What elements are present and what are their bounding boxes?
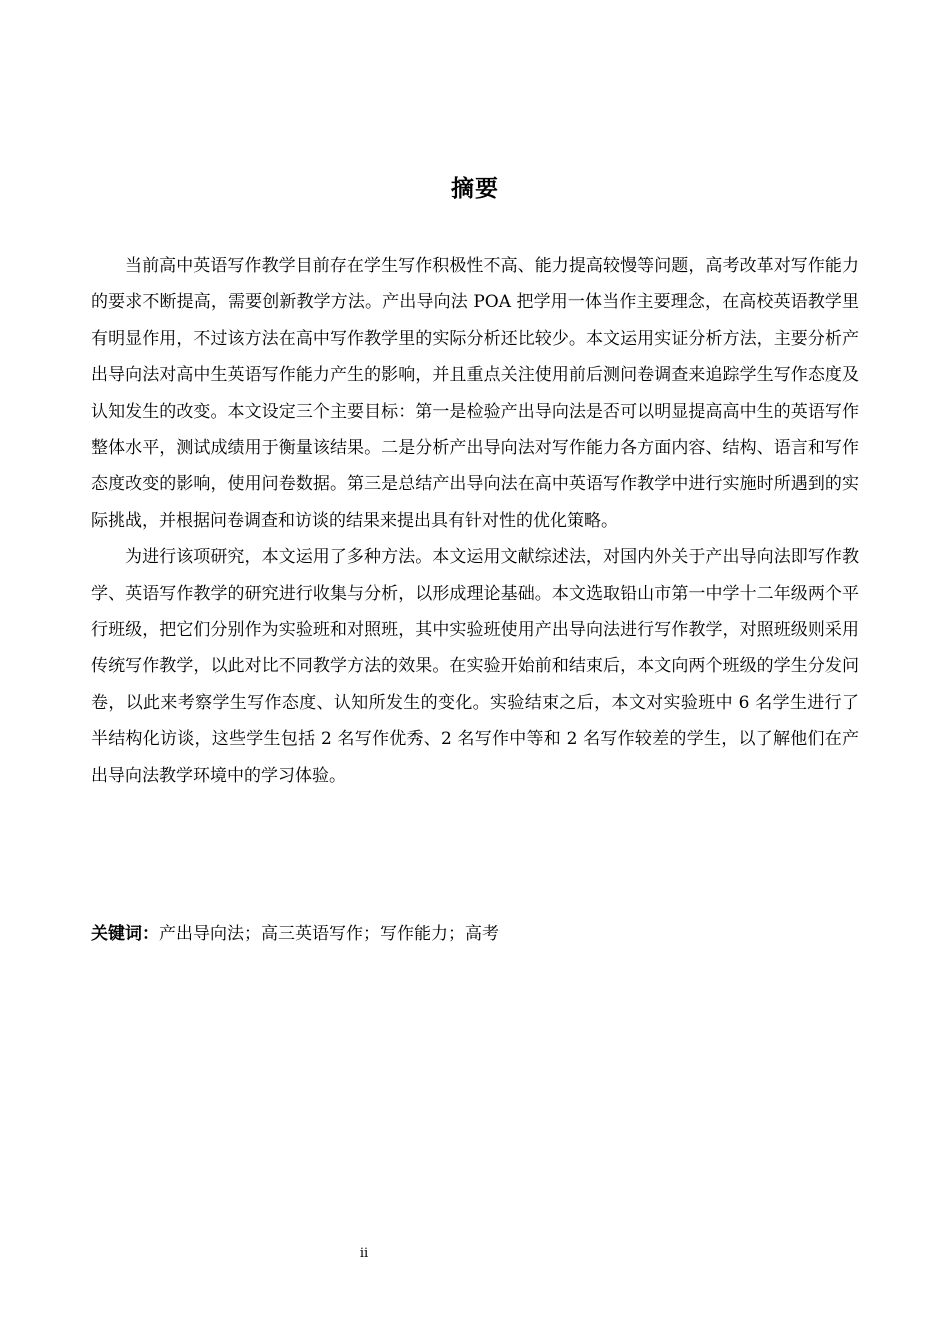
abstract-paragraph-2: 为进行该项研究，本文运用了多种方法。本文运用文献综述法，对国内外关于产出导向法即写作教学、英语写作教学的研究进行收集与分析，以形成理论基础。本文选取铅山市第一中学十二年级两个平行班级，把它们分别作为实验班和对照班，其中实验班使用产出导向法进行写作教学，对照班级则采用传统写作教学，以此对比不同教学方法的效果。在实验开始前和结束后，本文向两个班级的学生分发问卷，以此来考察学生写作态度、认知所发生的变化。实验结束之后，本文对实验班中 6 名学生进行了半结构化访谈，这些学生包括 2 名写作优秀、2 名写作中等和 2 名写作较差的学生，以了解他们在产出导向法教学环境中的学习体验。 <box>91 547 859 786</box>
abstract-title: 摘要 <box>451 176 499 202</box>
page-number: ii <box>359 1246 369 1261</box>
keywords-line <box>91 916 859 952</box>
keywords-label: 关键词： <box>91 924 159 944</box>
keywords-text: 产出导向法；高三英语写作；写作能力；高考 <box>159 924 499 944</box>
abstract-body <box>91 248 859 794</box>
abstract-paragraph-1: 当前高中英语写作教学目前存在学生写作积极性不高、能力提高较慢等问题，高考改革对写作能力的要求不断提高，需要创新教学方法。产出导向法 POA 把学用一体当作主要理念，在高校英语教学里有明显作用，不过该方法在高中写作教学里的实际分析还比较少。本文运用实证分析方法，主要分析产出导向法对高中生英语写作能力产生的影响，并且重点关注使用前后测问卷调查来追踪学生写作态度及认知发生的改变。本文设定三个主要目标：第一是检验产出导向法是否可以明显提高高中生的英语写作整体水平，测试成绩用于衡量该结果。二是分析产出导向法对写作能力各方面内容、结构、语言和写作态度改变的影响，使用问卷数据。第三是总结产出导向法在高中英语写作教学中进行实施时所遇到的实际挑战，并根据问卷调查和访谈的结果来提出具有针对性的优化策略。 <box>91 256 859 531</box>
